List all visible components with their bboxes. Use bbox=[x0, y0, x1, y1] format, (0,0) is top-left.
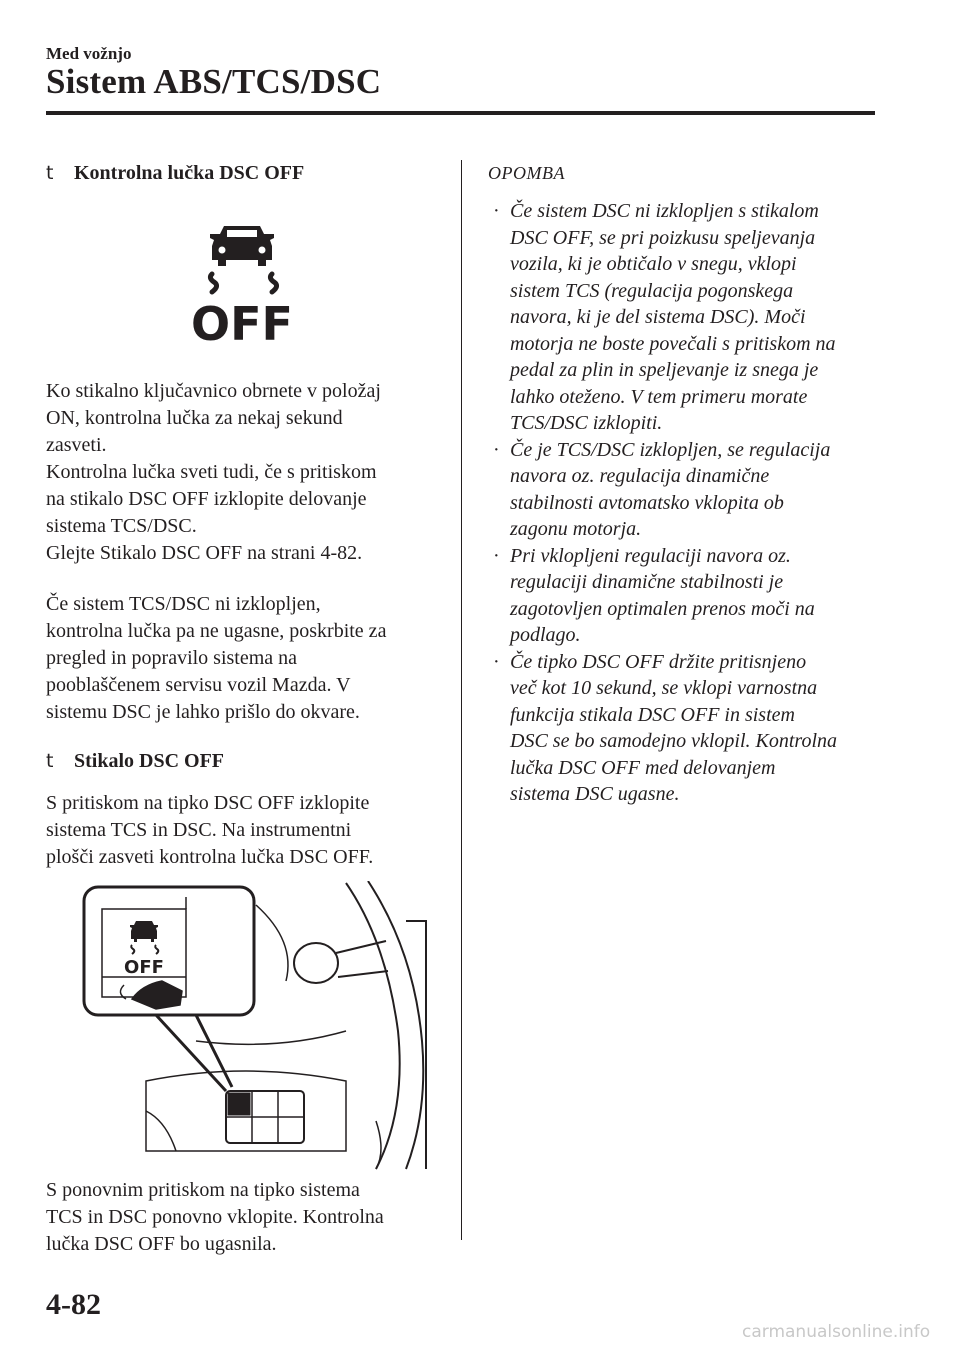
dsc-off-warning-icon bbox=[46, 218, 446, 348]
section-label: Med vožnjo bbox=[46, 44, 132, 63]
paragraph-4 bbox=[46, 1177, 446, 1258]
text-line: Pri vklopljeni regulaciji navora oz. bbox=[510, 544, 791, 567]
left-column bbox=[46, 158, 446, 1258]
text-line: TCS in DSC ponovno vklopite. Kontrolna bbox=[46, 1206, 384, 1228]
text-line: funkcija stikala DSC OFF in sistem bbox=[510, 703, 795, 726]
bullet: · bbox=[493, 200, 500, 222]
note-item bbox=[488, 198, 878, 437]
text-line: motorja ne boste povečali s pritiskom na bbox=[510, 332, 836, 355]
watermark: carmanualsonline.info bbox=[742, 1322, 931, 1342]
note-item bbox=[488, 437, 878, 543]
page-title: Sistem ABS/TCS/DSC bbox=[46, 62, 382, 101]
bullet: · bbox=[493, 438, 500, 461]
text-line: kontrolna lučka pa ne ugasne, poskrbite za bbox=[46, 620, 387, 642]
heading-marker: t bbox=[46, 750, 54, 772]
text-line: vozila, ki je obtičalo v snegu, vklopi bbox=[510, 253, 797, 275]
text-line: pooblaščenem servisu vozil Mazda. V bbox=[46, 674, 351, 696]
text-line: na stikalo DSC OFF izklopite delovanje bbox=[46, 488, 367, 510]
text-line: DSC OFF, se pri poizkusu speljevanja bbox=[510, 226, 816, 249]
page-number: 4-82 bbox=[46, 1288, 101, 1321]
text-line: sistem TCS (regulacija pogonskega bbox=[510, 279, 794, 302]
text-line: več kot 10 sekund, se vklopi varnostna bbox=[510, 677, 818, 699]
text-line: Če sistem TCS/DSC ni izklopljen, bbox=[46, 593, 321, 615]
note-list bbox=[488, 198, 878, 808]
bullet: · bbox=[493, 544, 500, 567]
text-line: sistemu DSC je lahko prišlo do okvare. bbox=[46, 701, 360, 723]
heading-text: Stikalo DSC OFF bbox=[74, 750, 225, 772]
text-line: Če je TCS/DSC izklopljen, se regulacija bbox=[510, 438, 831, 461]
text-line: pregled in popravilo sistema na bbox=[46, 647, 298, 669]
bullet: · bbox=[493, 650, 500, 673]
heading-dsc-off-light bbox=[46, 158, 446, 188]
paragraph-1 bbox=[46, 378, 446, 567]
heading-dsc-off-switch bbox=[46, 746, 446, 776]
text-line: Če sistem DSC ni izklopljen s stikalom bbox=[510, 200, 819, 222]
text-line: lahko oteženo. V tem primeru morate bbox=[510, 385, 808, 408]
text-line: zagotovljen optimalen prenos moči na bbox=[510, 597, 815, 620]
text-line: sistema TCS/DSC. bbox=[46, 515, 197, 537]
note-column bbox=[488, 160, 878, 808]
note-title: OPOMBA bbox=[488, 163, 565, 183]
note-item bbox=[488, 649, 878, 808]
text-line: plošči zasveti kontrolna lučka DSC OFF. bbox=[46, 846, 374, 868]
text-line: Glejte Stikalo DSC OFF na strani 4-82. bbox=[46, 542, 363, 564]
text-line: sistema TCS in DSC. Na instrumentni bbox=[46, 819, 352, 841]
text-line: TCS/DSC izklopiti. bbox=[510, 412, 663, 434]
text-line: sistema DSC ugasne. bbox=[510, 783, 680, 805]
dsc-off-switch-illustration bbox=[46, 881, 446, 1171]
heading-marker: t bbox=[46, 162, 54, 184]
text-line: DSC se bo samodejno vklopil. Kontrolna bbox=[510, 730, 838, 752]
heading-text: Kontrolna lučka DSC OFF bbox=[74, 162, 305, 184]
text-line: S pritiskom na tipko DSC OFF izklopite bbox=[46, 792, 370, 814]
text-line: navora, ki je del sistema DSC). Moči bbox=[510, 306, 806, 328]
note-item bbox=[488, 543, 878, 649]
text-line: zagonu motorja. bbox=[510, 518, 642, 540]
title-rule bbox=[46, 111, 875, 115]
text-line: regulaciji dinamične stabilnosti je bbox=[510, 571, 784, 593]
text-line: lučka DSC OFF med delovanjem bbox=[510, 756, 776, 779]
text-line: S ponovnim pritiskom na tipko sistema bbox=[46, 1179, 360, 1201]
icon-off-label: OFF bbox=[191, 297, 293, 348]
text-line: lučka DSC OFF bo ugasnila. bbox=[46, 1233, 277, 1255]
paragraph-2 bbox=[46, 591, 446, 726]
column-divider bbox=[461, 160, 462, 1240]
paragraph-3 bbox=[46, 790, 446, 871]
text-line: podlago. bbox=[510, 624, 581, 646]
text-line: Če tipko DSC OFF držite pritisnjeno bbox=[510, 650, 807, 673]
text-line: Ko stikalno ključavnico obrnete v položaj bbox=[46, 380, 381, 402]
switch-off-label: OFF bbox=[124, 957, 164, 978]
text-line: pedal za plin in speljevanje iz snega je bbox=[510, 359, 819, 381]
text-line: Kontrolna lučka sveti tudi, če s pritiskom bbox=[46, 461, 377, 483]
text-line: stabilnosti avtomatsko vklopita ob bbox=[510, 491, 784, 514]
text-line: navora oz. regulacija dinamične bbox=[510, 465, 770, 487]
text-line: zasveti. bbox=[46, 434, 107, 456]
text-line: ON, kontrolna lučka za nekaj sekund bbox=[46, 407, 343, 429]
